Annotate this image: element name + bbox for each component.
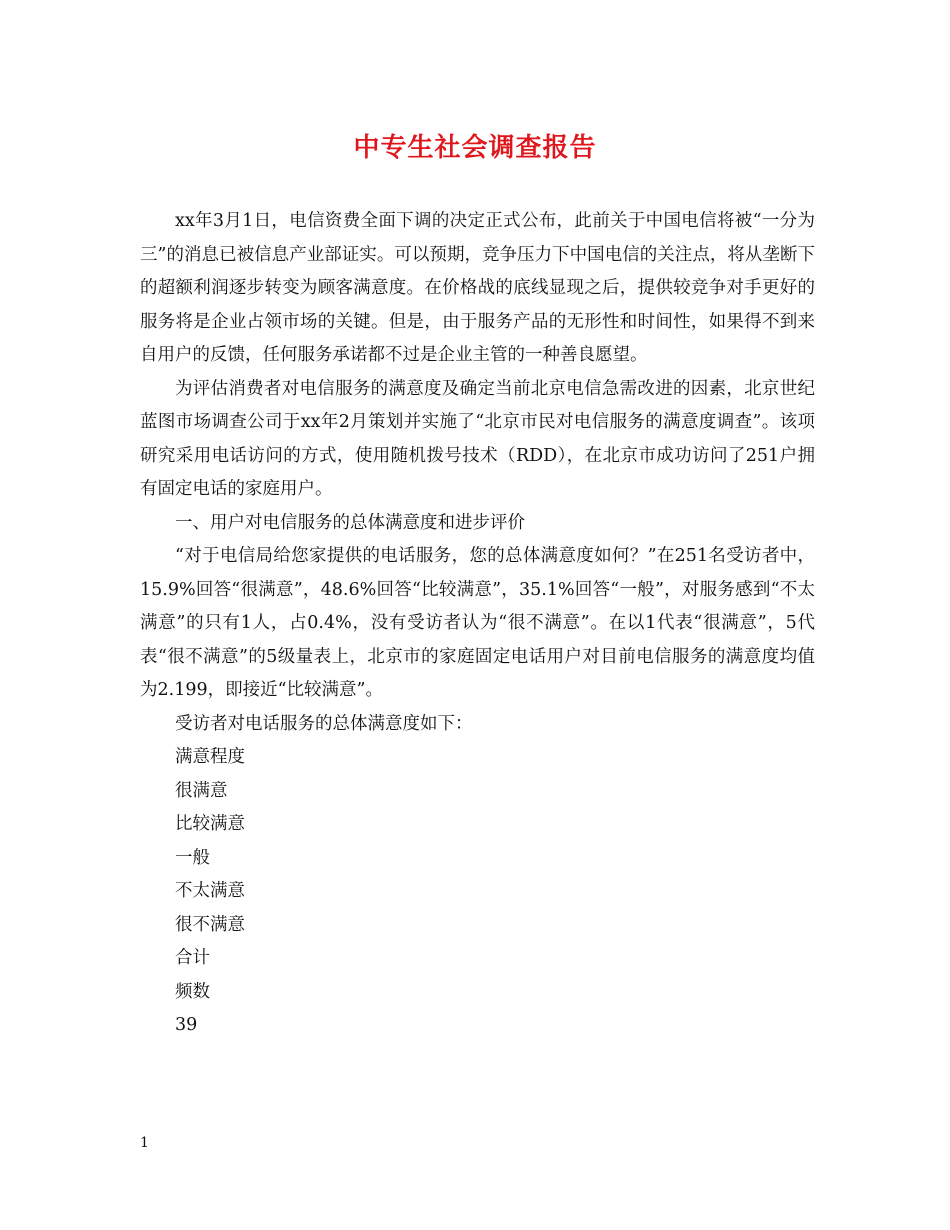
table-line: 合计 — [175, 948, 210, 968]
document-title: 中专生社会调查报告 — [353, 133, 597, 163]
section-heading-1: 一、用户对电信服务的总体满意度和进步评价 — [175, 512, 525, 533]
document-body — [140, 205, 815, 1043]
table-line: 满意程度 — [175, 747, 245, 767]
page-number: 1 — [140, 1135, 149, 1151]
paragraph-satisfaction-results: “对于电信局给您家提供的电话服务，您的总体满意度如何？”在251名受访者中，15.9%回答“很满意”，48.6%回答“比较满意”，35.1%回答“一般”，对服务感到“不太满意”的只有1人，占0.4%，没有受访者认为“很不满意”。在以1代表“很满意”，5代表“很不满意”的5级量表上，北京市的家庭固定电话用户对目前电信服务的满意度均值为2.199，即接近“比较满意”。 — [140, 546, 815, 700]
table-line: 不太满意 — [175, 881, 245, 901]
table-line: 很满意 — [175, 780, 228, 801]
table-line: 比较满意 — [175, 814, 245, 834]
paragraph-intro: xx年3月1日，电信资费全面下调的决定正式公布，此前关于中国电信将被“一分为三”的消息已被信息产业部证实。可以预期，竞争压力下中国电信的关注点，将从垄断下的超额利润逐步转变为顾客满意度。在价格战的底线显现之后，提供较竞争对手更好的服务将是企业占领市场的关键。但是，由于服务产品的无形性和时间性，如果得不到来自用户的反馈，任何服务承诺都不过是企业主管的一种善良愿望。 — [140, 211, 815, 365]
table-line: 很不满意 — [175, 914, 245, 935]
table-line: 频数 — [175, 981, 210, 1002]
table-line: 39 — [175, 1015, 198, 1035]
paragraph-table-intro: 受访者对电话服务的总体满意度如下： — [175, 713, 473, 734]
paragraph-survey-method: 为评估消费者对电信服务的满意度及确定当前北京电信急需改进的因素，北京世纪蓝图市场调查公司于xx年2月策划并实施了“北京市民对电信服务的满意度调查”。该项研究采用电话访问的方式，使用随机拨号技术（RDD），在北京市成功访问了251户拥有固定电话的家庭用户。 — [140, 378, 815, 499]
table-line: 一般 — [175, 847, 210, 868]
